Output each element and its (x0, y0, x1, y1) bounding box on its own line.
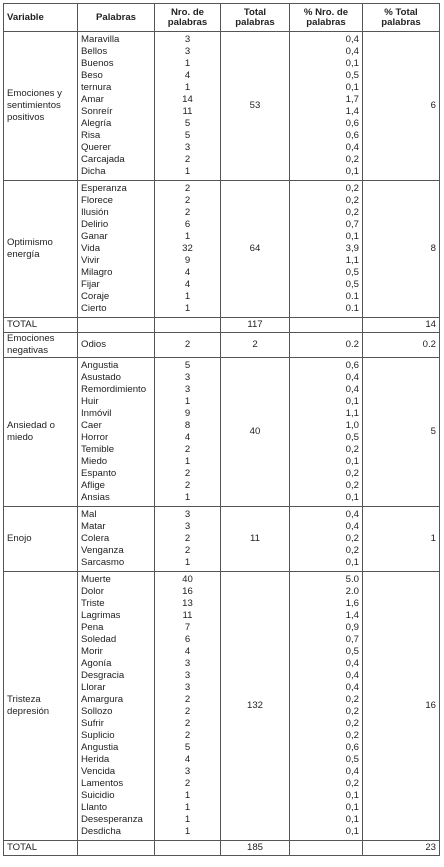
counts-item: 2 (184, 154, 191, 165)
percents-item: 0,2 (345, 207, 359, 218)
counts-item: 2 (184, 207, 191, 218)
total-counts-empty (155, 841, 221, 856)
percents-item: 0,2 (345, 533, 359, 544)
words-item: Lagrimas (81, 610, 121, 621)
words-item: Esperanza (81, 183, 127, 194)
counts-item: 1 (184, 82, 191, 93)
variable-cell: Optimismo energía (4, 181, 78, 318)
counts-item: 11 (182, 610, 193, 621)
percents-item: 0,2 (345, 706, 359, 717)
words-item: Inmóvil (81, 408, 112, 419)
words-item: Angustia (81, 360, 119, 371)
counts-item: 1 (184, 303, 191, 314)
variable-cell: Tristeza depresión (4, 572, 78, 841)
counts-item: 6 (184, 219, 191, 230)
group-total-cell: 64 (221, 181, 290, 318)
counts-item: 5 (184, 130, 191, 141)
words-item: Carcajada (81, 154, 125, 165)
words-cell (78, 32, 155, 181)
counts-item: 1 (184, 802, 191, 813)
percents-item: 0,4 (345, 34, 359, 45)
counts-item: 5 (184, 360, 191, 371)
words-item: Suplicio (81, 730, 115, 741)
percents-item: 0,2 (345, 718, 359, 729)
counts-item: 1 (184, 58, 191, 69)
header-pct-nro-palabras: % Nro. de palabras (290, 4, 363, 32)
words-item: Vida (81, 243, 101, 254)
words-item: Maravilla (81, 34, 120, 45)
words-item: Cierto (81, 303, 107, 314)
words-item: Agonía (81, 658, 112, 669)
counts-item: 4 (184, 432, 191, 443)
words-item: Mal (81, 509, 97, 520)
group-total-percent-cell: 0.2 (363, 333, 440, 358)
counts-item: 4 (184, 279, 191, 290)
percents-item: 0,2 (345, 195, 359, 206)
words-item: Soledad (81, 634, 117, 645)
counts-item: 1 (184, 291, 191, 302)
percents-item: 1,4 (345, 106, 359, 117)
counts-item: 1 (184, 456, 191, 467)
variable-cell: Emociones negativas (4, 333, 78, 358)
total-label: TOTAL (4, 318, 78, 333)
words-item: Amargura (81, 694, 124, 705)
total-words-empty (78, 841, 155, 856)
counts-cell (155, 358, 221, 507)
percents-item: 0,1 (345, 456, 359, 467)
percents-item: 0,1 (345, 790, 359, 801)
percents-item: 0,7 (345, 219, 359, 230)
words-item: Amar (81, 94, 104, 105)
words-item: Ganar (81, 231, 108, 242)
percents-item: 0,2 (345, 468, 359, 479)
counts-cell (155, 333, 221, 358)
counts-item: 2 (184, 730, 191, 741)
words-item: ternura (81, 82, 112, 93)
percents-item: 0,2 (345, 545, 359, 556)
header-nro-palabras: Nro. de palabras (155, 4, 221, 32)
variable-cell: Enojo (4, 507, 78, 572)
counts-item: 16 (182, 586, 193, 597)
percents-cell (290, 333, 363, 358)
percents-item: 0,5 (345, 279, 359, 290)
percents-item: 0,1 (345, 814, 359, 825)
total-row (4, 318, 440, 333)
counts-item: 3 (184, 509, 191, 520)
total-counts-empty (155, 318, 221, 333)
percents-cell (290, 32, 363, 181)
percents-item: 1,1 (345, 255, 359, 266)
counts-item: 1 (184, 396, 191, 407)
variable-cell: Ansiedad o miedo (4, 358, 78, 507)
counts-item: 2 (184, 183, 191, 194)
words-item: Llorar (81, 682, 106, 693)
percents-item: 0,5 (345, 754, 359, 765)
total-percent-value: 14 (363, 318, 440, 333)
words-cell (78, 358, 155, 507)
words-item: Desesperanza (81, 814, 143, 825)
counts-item: 4 (184, 70, 191, 81)
percents-item: 0.2 (345, 339, 359, 350)
total-row (4, 841, 440, 856)
percents-item: 1,4 (345, 610, 359, 621)
percents-item: 0,6 (345, 360, 359, 371)
counts-cell (155, 507, 221, 572)
words-item: Florece (81, 195, 113, 206)
counts-item: 5 (184, 118, 191, 129)
percents-item: 0,4 (345, 384, 359, 395)
words-item: Coraje (81, 291, 110, 302)
words-item: Milagro (81, 267, 113, 278)
words-item: Remordimiento (81, 384, 147, 395)
words-item: Miedo (81, 456, 108, 467)
percents-item: 3,9 (345, 243, 359, 254)
words-item: Asustado (81, 372, 122, 383)
counts-item: 1 (184, 166, 191, 177)
percents-item: 0,1 (345, 58, 359, 69)
percents-cell (290, 358, 363, 507)
words-item: Herida (81, 754, 110, 765)
header-total-palabras: Total palabras (221, 4, 290, 32)
counts-item: 3 (184, 34, 191, 45)
header-palabras: Palabras (78, 4, 155, 32)
counts-item: 5 (184, 742, 191, 753)
table-row (4, 572, 440, 841)
counts-cell (155, 32, 221, 181)
counts-item: 2 (184, 195, 191, 206)
words-item: Dicha (81, 166, 106, 177)
total-words-empty (78, 318, 155, 333)
words-item: Alegría (81, 118, 112, 129)
counts-item: 1 (184, 231, 191, 242)
table-row (4, 358, 440, 507)
header-pct-total-palabras: % Total palabras (363, 4, 440, 32)
percents-item: 1,1 (345, 408, 359, 419)
percents-item: 0,6 (345, 742, 359, 753)
words-cell (78, 507, 155, 572)
percents-cell (290, 572, 363, 841)
group-total-cell: 40 (221, 358, 290, 507)
percents-item: 0,2 (345, 730, 359, 741)
counts-item: 6 (184, 634, 191, 645)
words-item: Espanto (81, 468, 117, 479)
words-item: Muerte (81, 574, 111, 585)
percents-item: 0,4 (345, 766, 359, 777)
words-item: Aflige (81, 480, 105, 491)
words-item: Sollozo (81, 706, 113, 717)
counts-item: 2 (184, 533, 191, 544)
percents-item: 0,1 (345, 492, 359, 503)
counts-item: 40 (182, 574, 193, 585)
header-row (4, 4, 440, 32)
group-total-percent-cell: 1 (363, 507, 440, 572)
group-total-percent-cell: 16 (363, 572, 440, 841)
counts-item: 3 (184, 142, 191, 153)
words-item: Triste (81, 598, 105, 609)
counts-item: 14 (182, 94, 193, 105)
counts-item: 9 (184, 408, 191, 419)
counts-item: 3 (184, 682, 191, 693)
counts-item: 8 (184, 420, 191, 431)
percents-item: 1,6 (345, 598, 359, 609)
counts-item: 2 (184, 444, 191, 455)
words-item: Llanto (81, 802, 108, 813)
words-item: Querer (81, 142, 111, 153)
words-item: Ansias (81, 492, 110, 503)
counts-item: 32 (182, 243, 193, 254)
percents-item: 0,4 (345, 670, 359, 681)
words-item: Delirio (81, 219, 109, 230)
counts-item: 2 (184, 694, 191, 705)
percents-item: 0,6 (345, 130, 359, 141)
percents-item: 0,2 (345, 778, 359, 789)
percents-item: 0,5 (345, 646, 359, 657)
words-item: Huir (81, 396, 99, 407)
counts-item: 3 (184, 658, 191, 669)
words-item: Ilusión (81, 207, 109, 218)
percents-item: 1,0 (345, 420, 359, 431)
words-cell (78, 333, 155, 358)
counts-item: 3 (184, 372, 191, 383)
counts-item: 11 (182, 106, 193, 117)
counts-item: 3 (184, 766, 191, 777)
counts-item: 3 (184, 384, 191, 395)
percents-cell (290, 507, 363, 572)
table-row (4, 32, 440, 181)
words-item: Morir (81, 646, 103, 657)
total-percent-empty (290, 841, 363, 856)
percents-item: 0,2 (345, 480, 359, 491)
total-words-value: 117 (221, 318, 290, 333)
table-row (4, 333, 440, 358)
words-item: Vivir (81, 255, 100, 266)
words-item: Angustia (81, 742, 119, 753)
percents-item: 0,1 (345, 826, 359, 837)
counts-item: 3 (184, 46, 191, 57)
percents-item: 0,4 (345, 142, 359, 153)
counts-item: 2 (184, 706, 191, 717)
counts-item: 9 (184, 255, 191, 266)
words-cell (78, 181, 155, 318)
group-total-percent-cell: 6 (363, 32, 440, 181)
counts-item: 4 (184, 646, 191, 657)
percents-item: 0,9 (345, 622, 359, 633)
percents-item: 0,4 (345, 682, 359, 693)
words-item: Bellos (81, 46, 108, 57)
percents-item: 0,1 (345, 82, 359, 93)
words-item: Lamentos (81, 778, 124, 789)
group-total-cell: 11 (221, 507, 290, 572)
words-item: Venganza (81, 545, 124, 556)
counts-item: 2 (184, 468, 191, 479)
words-item: Caer (81, 420, 102, 431)
percents-item: 0,4 (345, 372, 359, 383)
words-item: Sonreír (81, 106, 113, 117)
word-frequency-table (3, 3, 440, 856)
total-percent-value: 23 (363, 841, 440, 856)
counts-item: 13 (182, 598, 193, 609)
words-item: Dolor (81, 586, 104, 597)
percents-item: 0,1 (345, 802, 359, 813)
words-item: Odios (81, 339, 107, 350)
words-item: Matar (81, 521, 106, 532)
percents-item: 0,1 (345, 231, 359, 242)
percents-item: 0,7 (345, 634, 359, 645)
words-item: Beso (81, 70, 103, 81)
counts-item: 2 (184, 339, 191, 350)
counts-item: 1 (184, 557, 191, 568)
counts-item: 2 (184, 545, 191, 556)
percents-item: 0,5 (345, 432, 359, 443)
words-item: Buenos (81, 58, 114, 69)
percents-item: 1,7 (345, 94, 359, 105)
group-total-percent-cell: 5 (363, 358, 440, 507)
percents-item: 5.0 (345, 574, 359, 585)
words-item: Risa (81, 130, 101, 141)
words-item: Vencida (81, 766, 116, 777)
group-total-cell: 132 (221, 572, 290, 841)
counts-item: 1 (184, 814, 191, 825)
words-item: Horror (81, 432, 109, 443)
percents-item: 0,4 (345, 46, 359, 57)
words-item: Colera (81, 533, 110, 544)
percents-item: 0,6 (345, 118, 359, 129)
counts-item: 4 (184, 754, 191, 765)
total-words-value: 185 (221, 841, 290, 856)
percents-item: 0,1 (345, 557, 359, 568)
percents-item: 0,4 (345, 509, 359, 520)
counts-item: 2 (184, 778, 191, 789)
words-item: Desdicha (81, 826, 121, 837)
words-item: Sarcasmo (81, 557, 125, 568)
table-body (4, 32, 440, 856)
variable-cell: Emociones y sentimientos positivos (4, 32, 78, 181)
percents-item: 0,1 (345, 166, 359, 177)
percents-item: 0,5 (345, 70, 359, 81)
counts-item: 7 (184, 622, 191, 633)
counts-item: 1 (184, 492, 191, 503)
table-row (4, 181, 440, 318)
counts-cell (155, 181, 221, 318)
percents-item: 0.1 (345, 291, 359, 302)
words-item: Desgracia (81, 670, 125, 681)
percents-item: 0,5 (345, 267, 359, 278)
counts-item: 3 (184, 670, 191, 681)
percents-item: 2.0 (345, 586, 359, 597)
total-label: TOTAL (4, 841, 78, 856)
counts-item: 2 (184, 480, 191, 491)
counts-item: 3 (184, 521, 191, 532)
words-item: Suicidio (81, 790, 115, 801)
words-item: Sufrir (81, 718, 104, 729)
words-cell (78, 572, 155, 841)
total-percent-empty (290, 318, 363, 333)
words-item: Temible (81, 444, 115, 455)
counts-cell (155, 572, 221, 841)
percents-item: 0,1 (345, 396, 359, 407)
table-row (4, 507, 440, 572)
percents-cell (290, 181, 363, 318)
percents-item: 0,2 (345, 444, 359, 455)
group-total-percent-cell: 8 (363, 181, 440, 318)
percents-item: 0.1 (345, 303, 359, 314)
counts-item: 2 (184, 718, 191, 729)
counts-item: 4 (184, 267, 191, 278)
percents-item: 0,2 (345, 694, 359, 705)
percents-item: 0,2 (345, 154, 359, 165)
group-total-cell: 2 (221, 333, 290, 358)
words-item: Fijar (81, 279, 100, 290)
counts-item: 1 (184, 826, 191, 837)
group-total-cell: 53 (221, 32, 290, 181)
words-item: Pena (81, 622, 104, 633)
percents-item: 0,2 (345, 183, 359, 194)
percents-item: 0,4 (345, 658, 359, 669)
percents-item: 0,4 (345, 521, 359, 532)
counts-item: 1 (184, 790, 191, 801)
header-variable: Variable (4, 4, 78, 32)
